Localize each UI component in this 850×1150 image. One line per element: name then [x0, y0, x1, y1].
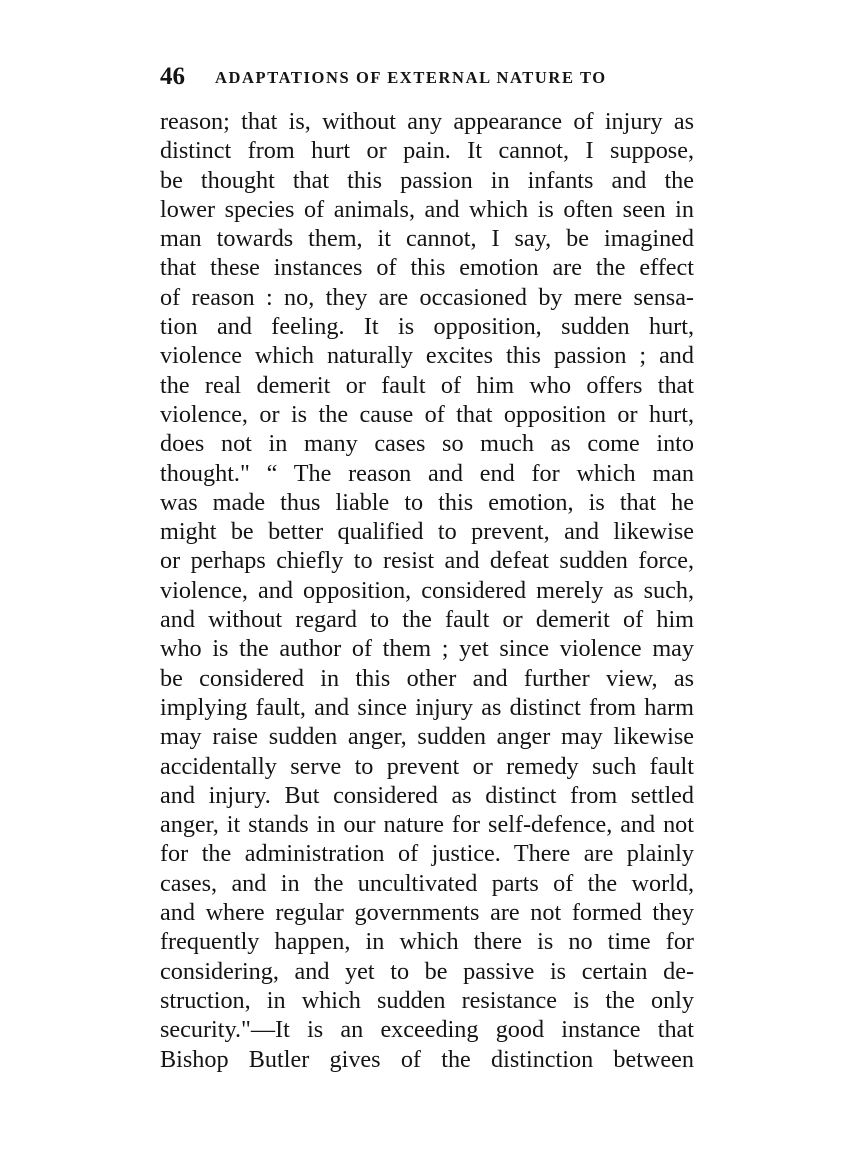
running-title: ADAPTATIONS OF EXTERNAL NATURE TO — [215, 68, 607, 87]
text-line: might be better qualified to prevent, and likewise — [160, 518, 694, 546]
running-head — [160, 62, 700, 94]
text-line: anger, it stands in our nature for self-defence, and not — [160, 811, 694, 839]
text-line: Bishop Butler gives of the distinction between — [160, 1045, 694, 1073]
text-line: the real demerit or fault of him who offers that — [160, 371, 694, 399]
text-line: be thought that this passion in infants and the — [160, 166, 694, 194]
body-text — [160, 107, 694, 1074]
text-line: be considered in this other and further view, as — [160, 664, 694, 692]
text-line: for the administration of justice. There are plainly — [160, 840, 694, 868]
text-line: implying fault, and since injury as distinct from harm — [160, 693, 694, 721]
text-line: frequently happen, in which there is no time for — [160, 928, 694, 956]
text-line: was made thus liable to this emotion, is that he — [160, 488, 694, 516]
text-line: considering, and yet to be passive is certain de- — [160, 957, 694, 985]
text-line: and without regard to the fault or demerit of him — [160, 606, 694, 634]
text-line: that these instances of this emotion are the effect — [160, 254, 694, 282]
text-line: lower species of animals, and which is often seen in — [160, 195, 694, 223]
text-line: violence which naturally excites this passion ; and — [160, 342, 694, 370]
text-line: struction, in which sudden resistance is the only — [160, 986, 694, 1014]
text-line: man towards them, it cannot, I say, be imagined — [160, 225, 694, 253]
text-line: and where regular governments are not formed they — [160, 899, 694, 927]
text-line: security."—It is an exceeding good instance that — [160, 1016, 694, 1044]
text-line: cases, and in the uncultivated parts of the world, — [160, 869, 694, 897]
text-line: who is the author of them ; yet since violence may — [160, 635, 694, 663]
page-number: 46 — [160, 63, 185, 90]
text-line: does not in many cases so much as come into — [160, 430, 694, 458]
text-line: distinct from hurt or pain. It cannot, I suppose, — [160, 137, 694, 165]
text-line: tion and feeling. It is opposition, sudden hurt, — [160, 313, 694, 341]
text-line: of reason : no, they are occasioned by mere sensa- — [160, 283, 694, 311]
text-line: or perhaps chiefly to resist and defeat sudden force, — [160, 547, 694, 575]
text-line: reason; that is, without any appearance of injury as — [160, 108, 694, 135]
text-line: thought." “ The reason and end for which man — [160, 459, 694, 487]
text-line: accidentally serve to prevent or remedy such fault — [160, 752, 694, 780]
text-line: may raise sudden anger, sudden anger may likewise — [160, 723, 694, 751]
text-line: violence, and opposition, considered merely as such, — [160, 576, 694, 604]
text-line: and injury. But considered as distinct from settled — [160, 781, 694, 809]
text-line: violence, or is the cause of that opposition or hurt, — [160, 400, 694, 428]
